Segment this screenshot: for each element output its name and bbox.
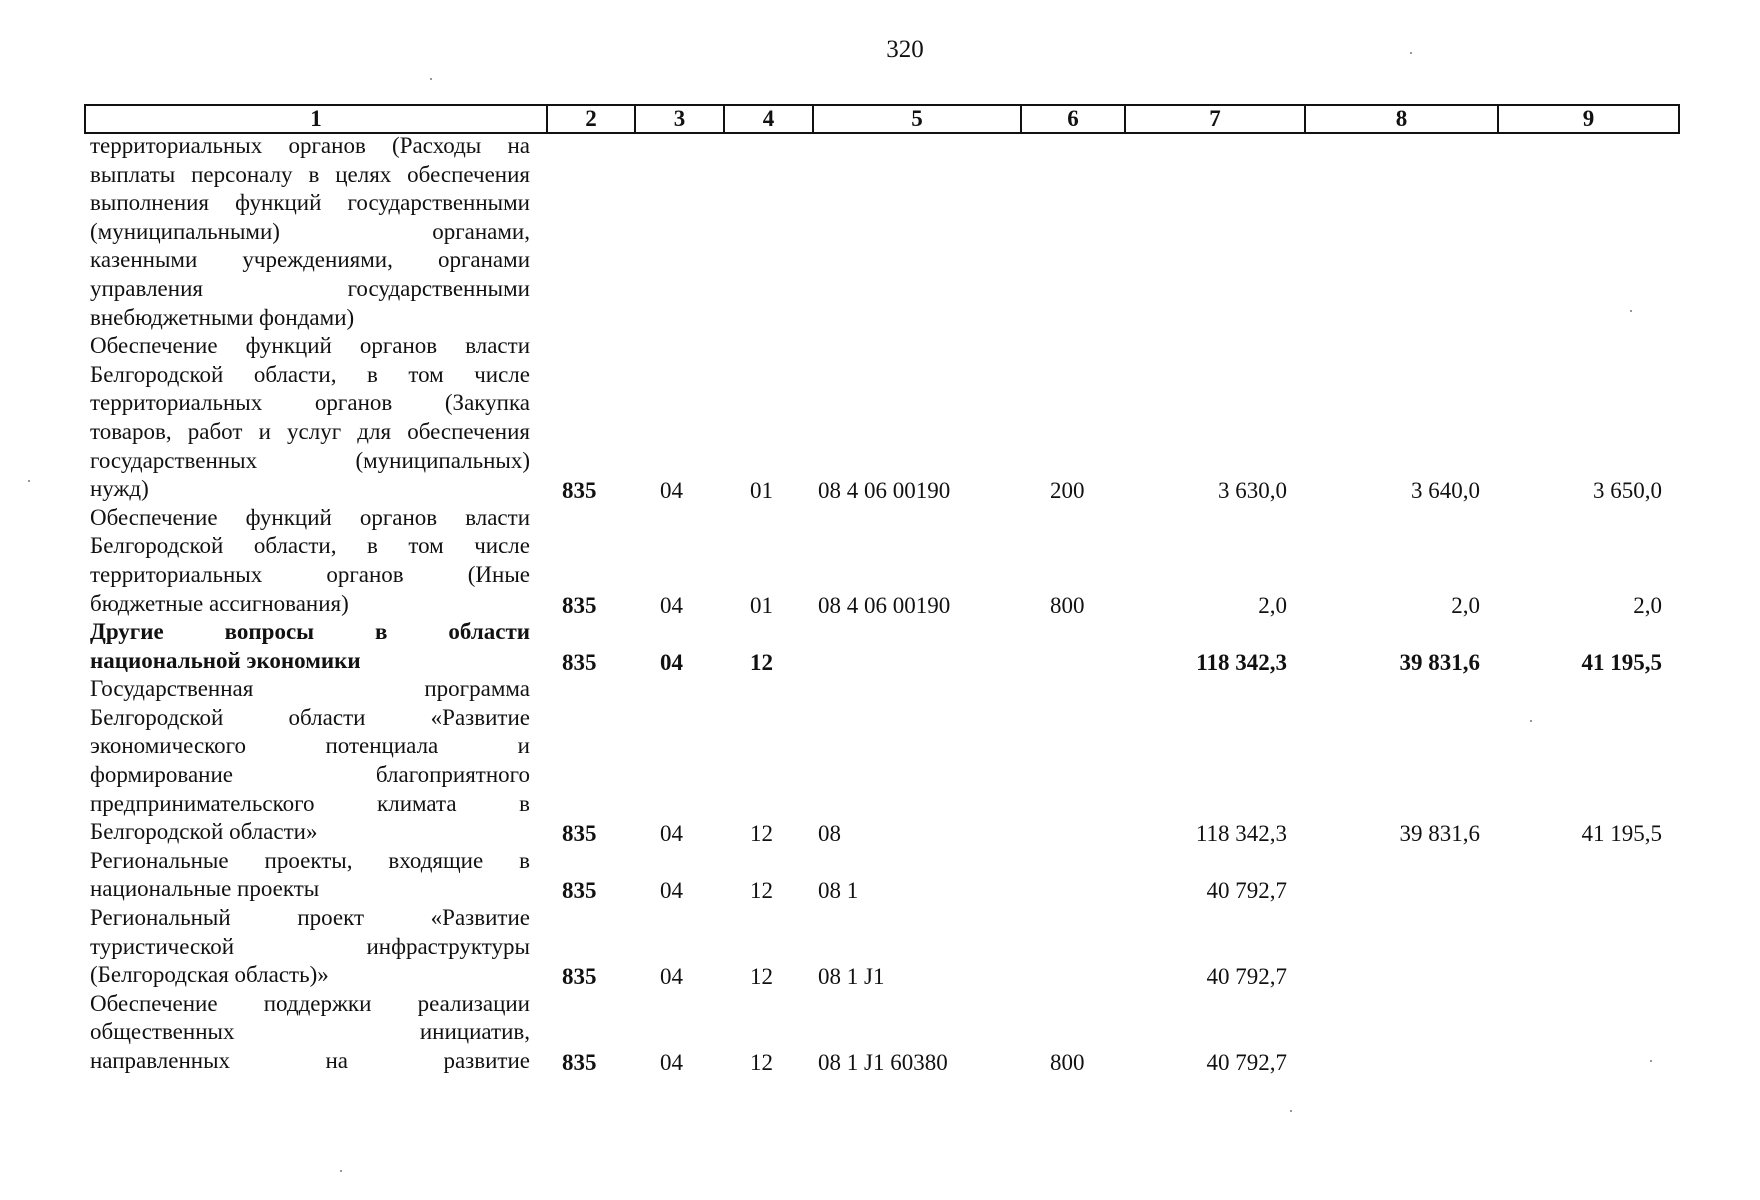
description-line: государственных (муниципальных) xyxy=(90,447,530,473)
cell-column-7: 118 342,3 xyxy=(1196,649,1287,675)
row-description xyxy=(90,504,530,618)
description-line: направленных на развитие xyxy=(90,1048,530,1073)
cell-column-5: 08 1 J1 xyxy=(818,964,885,990)
row-description xyxy=(90,675,530,847)
cell-column-7: 2,0 xyxy=(1258,592,1287,618)
cell-column-8: 3 640,0 xyxy=(1411,478,1480,504)
cell-column-5: 08 4 06 00190 xyxy=(818,592,951,618)
description-line: Региональный проект «Развитие xyxy=(90,905,530,931)
column-header-row xyxy=(84,104,1680,134)
cell-column-3: 04 xyxy=(660,964,683,990)
description-line: туристической инфраструктуры xyxy=(90,933,530,959)
scan-speck xyxy=(1290,1110,1292,1112)
scan-speck xyxy=(28,480,30,482)
column-header-7: 7 xyxy=(1125,105,1305,133)
table-row xyxy=(0,675,1760,847)
cell-column-3: 04 xyxy=(660,649,683,675)
cell-column-9: 41 195,5 xyxy=(1581,821,1662,847)
cell-column-3: 04 xyxy=(660,592,683,618)
description-line: Другие вопросы в области xyxy=(90,619,530,645)
cell-column-8: 39 831,6 xyxy=(1399,649,1480,675)
row-description xyxy=(90,904,530,990)
column-header-1: 1 xyxy=(85,105,547,133)
cell-column-4: 01 xyxy=(750,478,773,504)
row-description xyxy=(90,132,530,332)
cell-column-3: 04 xyxy=(660,1050,683,1075)
description-line: Региональные проекты, входящие в xyxy=(90,847,530,873)
table-row xyxy=(0,132,1760,332)
cell-column-2: 835 xyxy=(562,821,597,847)
table-row xyxy=(0,904,1760,990)
row-description xyxy=(90,332,530,504)
scan-speck xyxy=(1530,720,1532,722)
cell-column-4: 01 xyxy=(750,592,773,618)
cell-column-8: 2,0 xyxy=(1451,592,1480,618)
scan-speck xyxy=(430,78,432,80)
table-body xyxy=(0,132,1760,1076)
cell-column-7: 40 792,7 xyxy=(1206,878,1287,904)
description-line: Белгородской области «Развитие xyxy=(90,704,530,730)
column-header-9: 9 xyxy=(1498,105,1679,133)
cell-column-6: 800 xyxy=(1050,592,1085,618)
cell-column-5: 08 4 06 00190 xyxy=(818,478,951,504)
row-description xyxy=(90,990,530,1076)
column-header-4: 4 xyxy=(724,105,813,133)
cell-column-2: 835 xyxy=(562,592,597,618)
description-line: бюджетные ассигнования) xyxy=(90,590,349,616)
description-line: территориальных органов (Закупка xyxy=(90,390,530,416)
cell-column-3: 04 xyxy=(660,821,683,847)
description-line: общественных инициатив, xyxy=(90,1019,530,1045)
description-line: внебюджетными фондами) xyxy=(90,304,355,330)
cell-column-9: 2,0 xyxy=(1633,592,1662,618)
description-line: территориальных органов (Иные xyxy=(90,561,530,587)
description-line: Белгородской области, в том числе xyxy=(90,533,530,559)
cell-column-7: 40 792,7 xyxy=(1206,964,1287,990)
description-line: товаров, работ и услуг для обеспечения xyxy=(90,418,530,444)
cell-column-7: 40 792,7 xyxy=(1206,1050,1287,1075)
cell-column-3: 04 xyxy=(660,478,683,504)
cell-column-9: 41 195,5 xyxy=(1581,649,1662,675)
description-line: национальные проекты xyxy=(90,876,320,902)
cell-column-6: 800 xyxy=(1050,1050,1085,1075)
scan-speck xyxy=(1410,52,1412,54)
cell-column-4: 12 xyxy=(750,964,773,990)
column-header-5: 5 xyxy=(813,105,1021,133)
cell-column-4: 12 xyxy=(750,1050,773,1075)
cell-column-3: 04 xyxy=(660,878,683,904)
column-header-3: 3 xyxy=(635,105,724,133)
description-line: Обеспечение поддержки реализации xyxy=(90,990,530,1016)
row-description xyxy=(90,618,530,675)
table-row xyxy=(0,618,1760,675)
cell-column-5: 08 1 xyxy=(818,878,859,904)
description-line: выплаты персоналу в целях обеспечения xyxy=(90,161,530,187)
description-line: (муниципальными) органами, xyxy=(90,218,530,244)
cell-column-6: 200 xyxy=(1050,478,1085,504)
table-row xyxy=(0,332,1760,504)
cell-column-4: 12 xyxy=(750,878,773,904)
scan-speck xyxy=(1650,1060,1652,1062)
description-line: экономического потенциала и xyxy=(90,733,530,759)
table-row xyxy=(0,504,1760,618)
cell-column-4: 12 xyxy=(750,821,773,847)
table-row xyxy=(0,990,1760,1076)
scan-speck xyxy=(1630,310,1632,312)
column-header-2: 2 xyxy=(547,105,635,133)
cell-column-8: 39 831,6 xyxy=(1399,821,1480,847)
description-line: казенными учреждениями, органами xyxy=(90,247,530,273)
cell-column-2: 835 xyxy=(562,964,597,990)
description-line: национальной экономики xyxy=(90,647,361,673)
description-line: управления государственными xyxy=(90,275,530,301)
description-line: нужд) xyxy=(90,476,149,502)
cell-column-4: 12 xyxy=(750,649,773,675)
cell-column-2: 835 xyxy=(562,1050,597,1075)
description-line: (Белгородская область)» xyxy=(90,962,329,988)
column-header-8: 8 xyxy=(1305,105,1498,133)
cell-column-7: 118 342,3 xyxy=(1195,821,1287,847)
cell-column-9: 3 650,0 xyxy=(1593,478,1662,504)
description-line: Обеспечение функций органов власти xyxy=(90,504,530,530)
cell-column-2: 835 xyxy=(562,878,597,904)
description-line: предпринимательского климата в xyxy=(90,790,530,816)
description-line: формирование благоприятного xyxy=(90,762,530,788)
cell-column-2: 835 xyxy=(562,478,597,504)
column-header-6: 6 xyxy=(1021,105,1125,133)
description-line: Обеспечение функций органов власти xyxy=(90,333,530,359)
description-line: Государственная программа xyxy=(90,676,530,702)
table-row xyxy=(0,847,1760,904)
description-line: выполнения функций государственными xyxy=(90,190,530,216)
cell-column-5: 08 1 J1 60380 xyxy=(818,1050,948,1075)
description-line: Белгородской области, в том числе xyxy=(90,361,530,387)
row-description xyxy=(90,847,530,904)
description-line: территориальных органов (Расходы на xyxy=(90,133,530,158)
cell-column-5: 08 xyxy=(818,821,841,847)
description-line: Белгородской области» xyxy=(90,819,318,845)
cell-column-2: 835 xyxy=(562,649,597,675)
scan-speck xyxy=(340,1170,342,1172)
page-number: 320 xyxy=(886,36,924,63)
cell-column-7: 3 630,0 xyxy=(1218,478,1287,504)
